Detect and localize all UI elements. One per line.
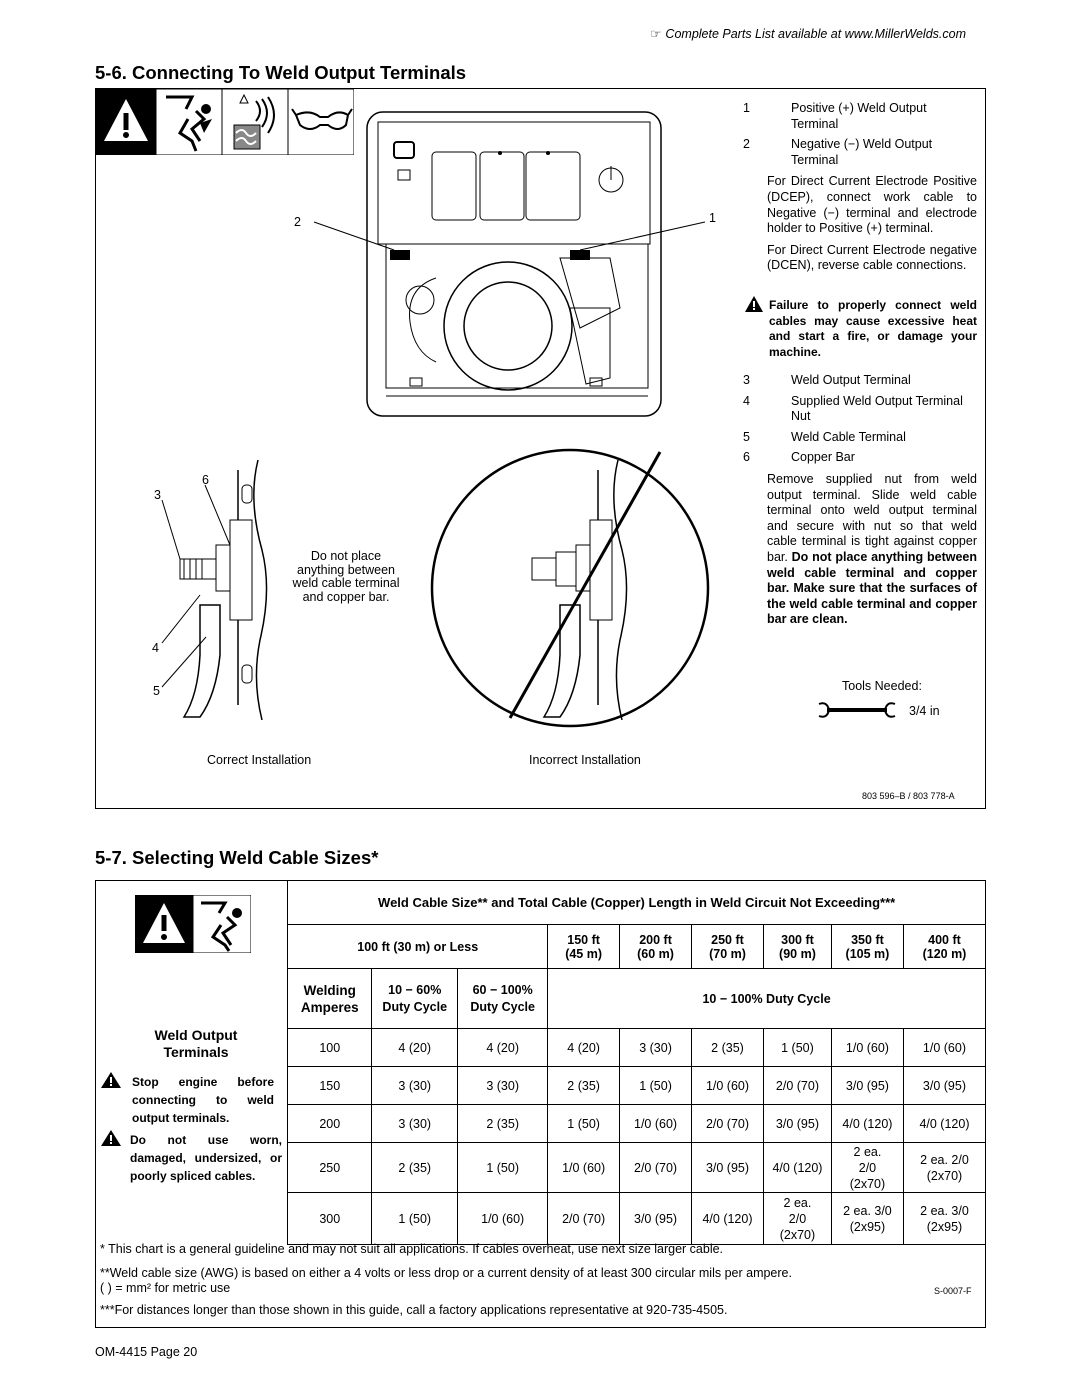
amps-cell: 250 (288, 1143, 372, 1193)
len-400-m: (120 m) (922, 946, 967, 961)
correct-installation-diagram (150, 455, 280, 735)
stop-engine-warning: Stop engine before connecting to weld output terminals. (132, 1074, 274, 1125)
parts-list-note (650, 26, 966, 41)
cable-cell: 4/0 (120) (831, 1105, 903, 1143)
footnote-2b: ( ) = mm² for metric use (100, 1281, 231, 1295)
cable-cell: 4/0 (120) (763, 1143, 831, 1193)
warning-text-connect: Failure to properly connect weld cables may cause excessive heat and start a fire, or damage your machine. (769, 298, 977, 359)
amps-cell: 100 (288, 1029, 372, 1067)
item-4 (743, 393, 977, 425)
amps-cell: 150 (288, 1067, 372, 1105)
callout-4: 4 (152, 641, 159, 655)
section-title-5-6: 5-6. Connecting To Weld Output Terminals (95, 62, 467, 83)
warning-triangle-icon (744, 295, 764, 313)
callout-3: 3 (154, 488, 161, 502)
cable-cell: 4 (20) (372, 1029, 458, 1067)
len-350-m: (105 m) (845, 946, 890, 961)
item-1-text: Positive (+) Weld Output Terminal (791, 101, 927, 131)
callout-6: 6 (202, 473, 209, 487)
item-2 (743, 137, 977, 168)
len-250-m: (70 m) (709, 946, 746, 961)
footnote-ref: S-0007-F (934, 1286, 972, 1296)
cable-cell: 3/0 (95) (692, 1143, 764, 1193)
length-header-250 (692, 925, 764, 969)
callout-2: 2 (294, 215, 301, 229)
item-5-num: 5 (743, 429, 750, 444)
len-150-m: (45 m) (565, 946, 603, 961)
worn-cables-warning: Do not use worn, damaged, undersized, or poorly spliced cables. (130, 1132, 282, 1183)
cable-cell: 2 ea. 3/0 (2x95) (831, 1193, 903, 1245)
cable-cell: 3/0 (95) (831, 1067, 903, 1105)
cable-cell: 3/0 (95) (620, 1193, 692, 1245)
page-footer: OM-4415 Page 20 (95, 1345, 198, 1359)
item-6 (743, 450, 977, 466)
cable-cell: 2/0 (70) (692, 1105, 764, 1143)
cable-cell: 1 (50) (763, 1029, 831, 1067)
cable-cell: 2/0 (70) (548, 1193, 620, 1245)
footnote-3: ***For distances longer than those shown in this guide, call a factory applications representative at 920-735-4505. (100, 1303, 728, 1317)
item-3-text: Weld Output Terminal (791, 373, 911, 387)
parts-list-note-text: Complete Parts List available at www.MillerWelds.com (665, 27, 966, 41)
warning-triangle-icon-2 (100, 1129, 122, 1147)
item-4-num: 4 (743, 393, 750, 408)
cable-cell: 2/0 (70) (620, 1143, 692, 1193)
footnote-1: * This chart is a general guideline and may not suit all applications. If cables overheat, use next size larger cable. (100, 1242, 724, 1256)
len-300-m: (90 m) (779, 946, 816, 961)
cable-cell: 4 (20) (548, 1029, 620, 1067)
item-1 (743, 101, 977, 132)
instructions (767, 472, 977, 628)
weld-output-terminals-label: Weld Output Terminals (154, 1026, 238, 1060)
cable-cell: 1/0 (60) (831, 1029, 903, 1067)
cable-cell: 1 (50) (458, 1143, 548, 1193)
instructions-plain: Remove supplied nut from weld output terminal. Slide weld cable terminal onto weld output terminal and secure with nut so that weld cable terminal is tight against copper bar. (767, 471, 977, 564)
cable-cell: 2 ea. 2/0 (2x70) (903, 1143, 985, 1193)
len-200-ft: 200 ft (639, 932, 672, 947)
note-line-3: weld cable terminal (292, 576, 400, 590)
dcen-text: For Direct Current Electrode negative (DCEN), reverse cable connections. (767, 242, 977, 273)
item-4-text: Supplied Weld Output Terminal Nut (791, 393, 963, 424)
len-150-ft: 150 ft (567, 932, 600, 947)
cable-cell: 2 (35) (372, 1143, 458, 1193)
cable-cell: 1 (50) (548, 1105, 620, 1143)
note-line-2: anything between (297, 562, 395, 577)
duty-10-100-header: 10 − 100% Duty Cycle (548, 969, 986, 1029)
len-200-m: (60 m) (637, 946, 674, 961)
duty-10-60-header: 10 − 60% Duty Cycle (372, 969, 458, 1029)
cable-cell: 2 (35) (692, 1029, 764, 1067)
dcep-text: For Direct Current Electrode Positive (DCEP), connect work cable to Negative (−) terminal and electrode holder to Positive (+) terminal. (767, 174, 977, 236)
item-5-text: Weld Cable Terminal (791, 429, 906, 444)
figure-reference: 803 596–B / 803 778-A (862, 791, 955, 801)
item-6-num: 6 (743, 450, 750, 465)
cable-cell: 4/0 (120) (692, 1193, 764, 1245)
cable-cell: 3 (30) (372, 1067, 458, 1105)
cable-cell: 3 (30) (620, 1029, 692, 1067)
callout-5: 5 (153, 684, 160, 698)
do-not-place-note (286, 550, 406, 604)
cable-cell: 3/0 (95) (763, 1105, 831, 1143)
item-3-num: 3 (743, 373, 750, 387)
cable-cell: 1/0 (60) (903, 1029, 985, 1067)
length-header-350 (831, 925, 903, 969)
cable-size-table (95, 880, 986, 1245)
cable-cell: 3 (30) (372, 1105, 458, 1143)
pointing-hand-icon: ☞ (650, 27, 662, 41)
warning-triangle-icon-1 (100, 1071, 122, 1089)
item-list-2 (743, 373, 977, 628)
cable-cell: 2 (35) (548, 1067, 620, 1105)
incorrect-installation-diagram (420, 440, 730, 740)
duty-60-100-header: 60 − 100% Duty Cycle (458, 969, 548, 1029)
cable-cell: 2 (35) (458, 1105, 548, 1143)
electric-shock-warning-icon (135, 895, 251, 953)
caption-incorrect: Incorrect Installation (529, 753, 641, 767)
cable-cell: 3/0 (95) (903, 1067, 985, 1105)
cable-cell: 2 ea. 2/0 (2x70) (831, 1143, 903, 1193)
cable-cell: 1 (50) (620, 1067, 692, 1105)
item-2-num: 2 (743, 137, 750, 152)
tools-needed-label: Tools Needed: (842, 679, 922, 693)
item-3 (743, 373, 977, 389)
length-header-200 (620, 925, 692, 969)
table-title-row (95, 881, 986, 925)
left-panel-inner (97, 881, 285, 1221)
tool-size: 3/4 in (909, 704, 940, 718)
note-line-4: and copper bar. (302, 589, 390, 604)
cable-cell: 1/0 (60) (458, 1193, 548, 1245)
callout-1: 1 (709, 211, 716, 225)
len-350-ft: 350 ft (851, 932, 884, 947)
item-5 (743, 429, 977, 446)
length-header-300 (763, 925, 831, 969)
footnote-2: **Weld cable size (AWG) is based on either a 4 volts or less drop or a current density of at least 300 circular mils per ampere. (100, 1266, 792, 1280)
cable-cell: 2/0 (70) (763, 1067, 831, 1105)
cable-cell: 4 (20) (458, 1029, 548, 1067)
len-300-ft: 300 ft (781, 932, 814, 947)
table-title: Weld Cable Size** and Total Cable (Copper) Length in Weld Circuit Not Exceeding*** (288, 881, 986, 925)
amps-cell: 200 (288, 1105, 372, 1143)
cable-cell: 1/0 (60) (548, 1143, 620, 1193)
welder-front-panel-diagram (290, 108, 730, 418)
cable-cell: 3 (30) (458, 1067, 548, 1105)
table-left-panel (95, 881, 288, 1245)
length-header-400 (903, 925, 985, 969)
cable-cell: 1/0 (60) (620, 1105, 692, 1143)
cable-cell: 2 ea. 3/0 (2x95) (903, 1193, 985, 1245)
item-2-text: Negative (−) Weld Output Terminal (791, 137, 933, 167)
length-header-150 (548, 925, 620, 969)
item-6-text: Copper Bar (791, 450, 855, 465)
len-250-ft: 250 ft (711, 932, 744, 947)
item-list-1 (743, 101, 977, 274)
len-400-ft: 400 ft (928, 932, 961, 947)
cable-cell: 2 ea. 2/0 (2x70) (763, 1193, 831, 1245)
welding-amperes-header: Welding Amperes (288, 969, 372, 1029)
section-title-5-7: 5-7. Selecting Weld Cable Sizes* (95, 847, 379, 868)
caption-correct: Correct Installation (207, 753, 312, 767)
cable-cell: 1/0 (60) (692, 1067, 764, 1105)
note-line-1: Do not place (310, 549, 382, 563)
item-1-num: 1 (743, 101, 750, 115)
length-header-first: 100 ft (30 m) or Less (288, 925, 548, 969)
instructions-bold: Do not place anything between weld cable terminal and copper bar. Make sure that the surfaces of the weld cable terminal and copper bar are clean. (767, 549, 977, 627)
cable-cell: 1 (50) (372, 1193, 458, 1245)
wrench-icon (817, 701, 897, 719)
amps-cell: 300 (288, 1193, 372, 1245)
cable-cell: 4/0 (120) (903, 1105, 985, 1143)
